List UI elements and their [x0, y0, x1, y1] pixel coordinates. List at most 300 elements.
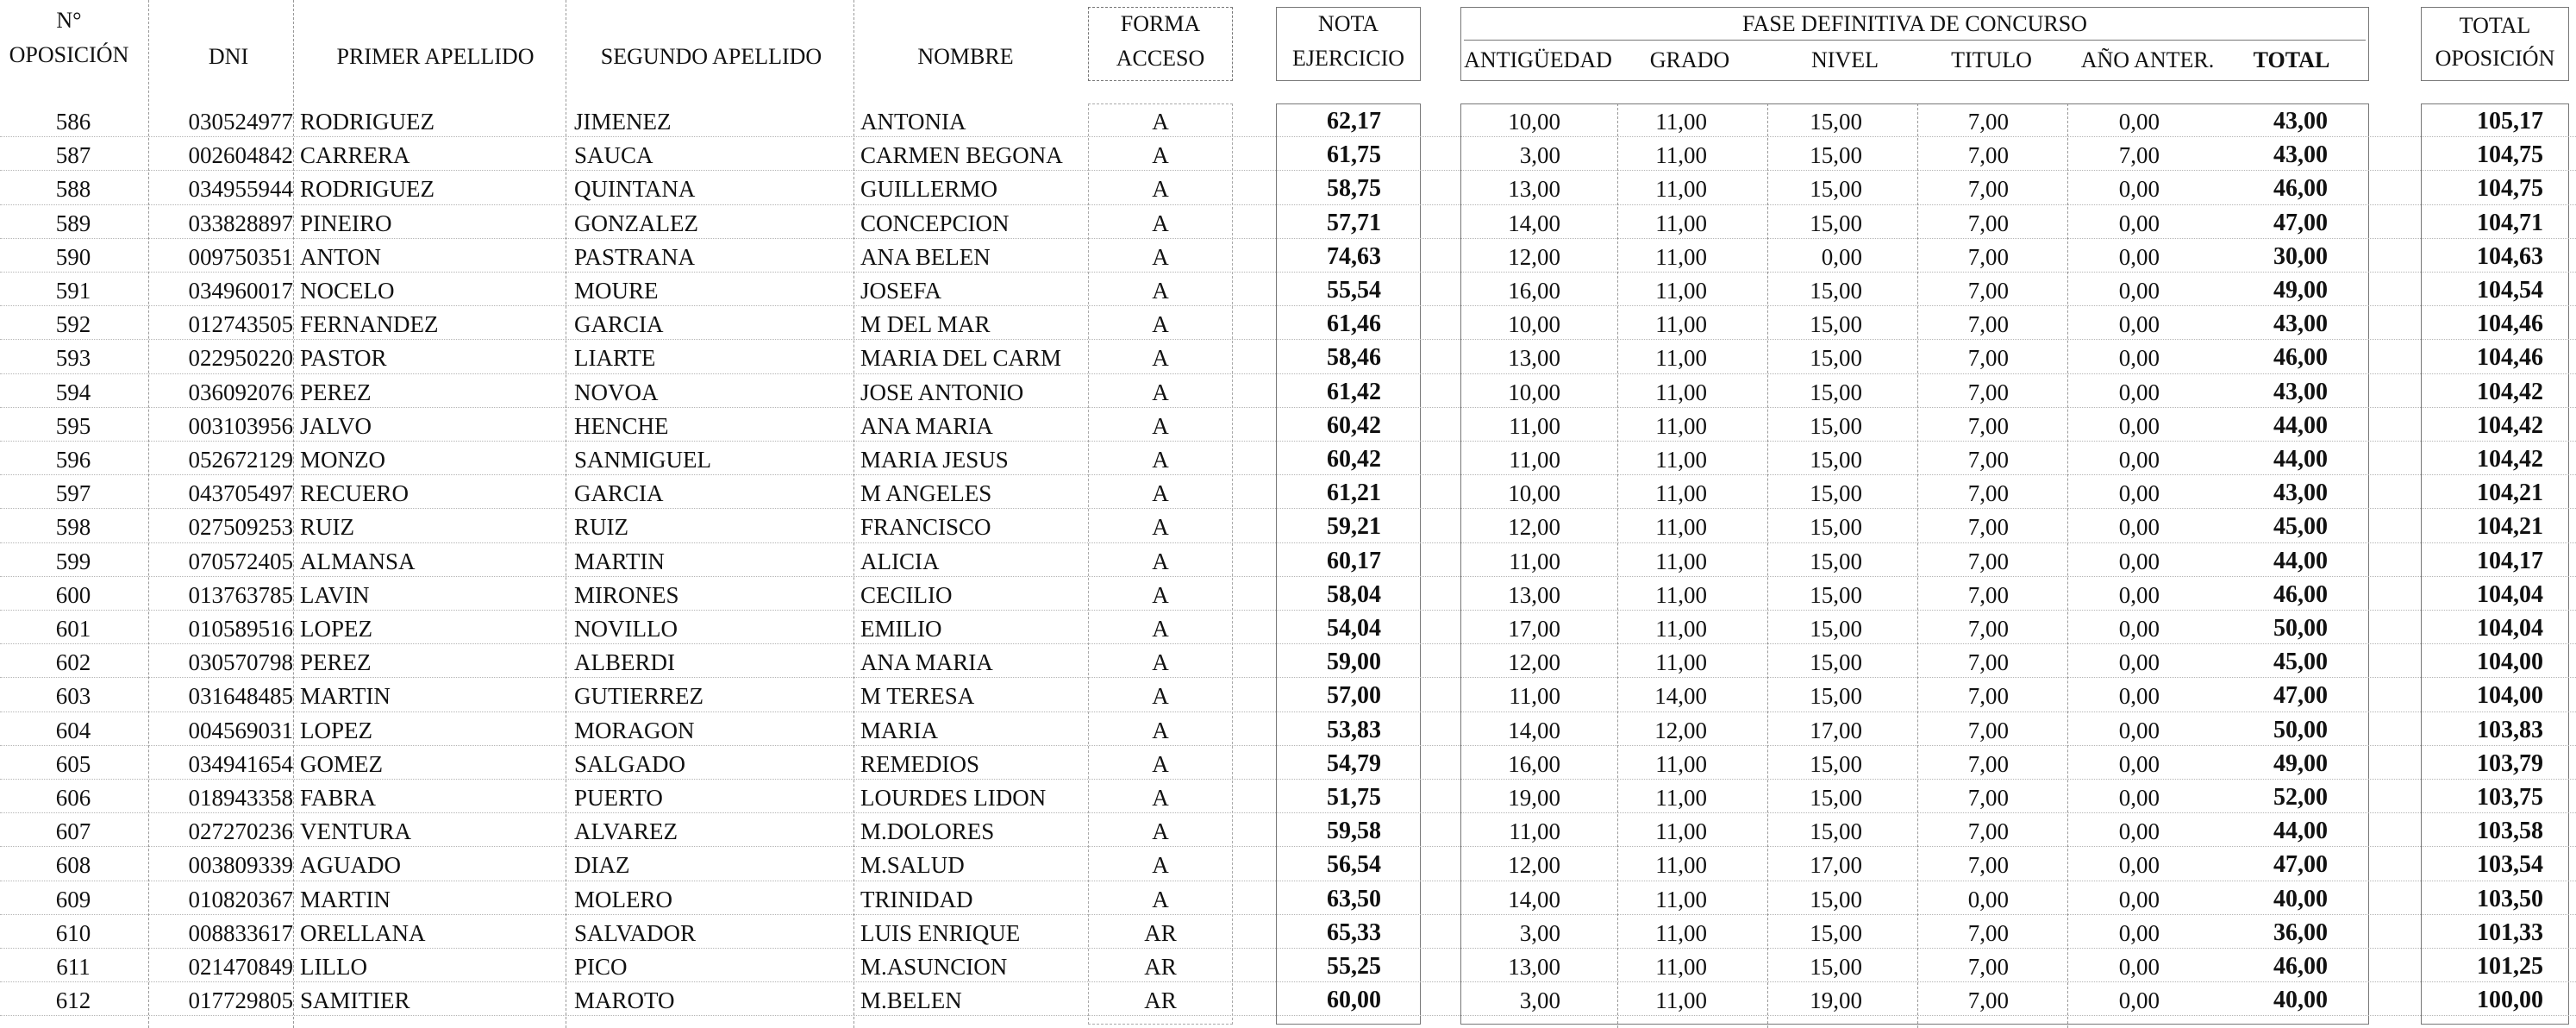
cell-antiguedad: 12,00 [1508, 649, 1560, 676]
cell-titulo: 7,00 [1967, 548, 2009, 574]
cell-dni: 021470849 [188, 954, 293, 980]
cell-total: 49,00 [2273, 277, 2328, 304]
table-row [0, 881, 2576, 915]
cell-nivel: 17,00 [1810, 717, 1862, 743]
cell-segundo-apellido: GUTIERREZ [574, 683, 703, 710]
cell-nivel: 15,00 [1810, 919, 1862, 946]
cell-antiguedad: 10,00 [1508, 311, 1560, 338]
cell-anio-anter: 0,00 [2118, 278, 2160, 304]
cell-titulo: 7,00 [1967, 142, 2009, 169]
cell-total: 49,00 [2273, 749, 2328, 777]
cell-nombre: CECILIO [860, 581, 953, 608]
cell-antiguedad: 3,00 [1519, 919, 1560, 946]
cell-anio-anter: 0,00 [2118, 852, 2160, 879]
cell-anio-anter: 0,00 [2118, 311, 2160, 338]
cell-segundo-apellido: NOVOA [574, 379, 659, 405]
cell-anio-anter: 0,00 [2118, 649, 2160, 676]
cell-primer-apellido: PASTOR [300, 345, 387, 372]
cell-antiguedad: 11,00 [1509, 818, 1560, 845]
table-row [0, 577, 2576, 611]
cell-forma-acceso: A [1152, 243, 1169, 270]
cell-titulo: 7,00 [1967, 480, 2009, 507]
cell-grado: 11,00 [1655, 987, 1707, 1014]
cell-primer-apellido: RODRIGUEZ [300, 109, 435, 135]
table-row [0, 678, 2576, 711]
table-row [0, 103, 2576, 137]
header-titulo: TITULO [1951, 47, 2032, 72]
cell-dni: 009750351 [188, 243, 293, 270]
cell-anio-anter: 0,00 [2118, 548, 2160, 574]
cell-primer-apellido: MONZO [300, 447, 385, 473]
cell-nivel: 15,00 [1810, 548, 1862, 574]
cell-primer-apellido: PEREZ [300, 379, 372, 405]
cell-nota-ejercicio: 54,04 [1327, 615, 1381, 642]
cell-dni: 036092076 [188, 379, 293, 405]
cell-primer-apellido: GOMEZ [300, 750, 383, 777]
cell-nivel: 0,00 [1821, 243, 1862, 270]
cell-total: 40,00 [2273, 885, 2328, 912]
cell-anio-anter: 0,00 [2118, 919, 2160, 946]
cell-segundo-apellido: DIAZ [574, 852, 630, 879]
header-nota-2: EJERCICIO [1292, 46, 1404, 71]
cell-dni: 022950220 [188, 345, 293, 372]
cell-antiguedad: 13,00 [1508, 954, 1560, 980]
cell-nivel: 15,00 [1810, 447, 1862, 473]
cell-segundo-apellido: LIARTE [574, 345, 656, 372]
cell-nombre: EMILIO [860, 616, 942, 642]
table-row [0, 543, 2576, 577]
cell-nombre: JOSEFA [860, 278, 942, 304]
table-row [0, 847, 2576, 881]
cell-primer-apellido: MARTIN [300, 683, 391, 710]
cell-segundo-apellido: SAUCA [574, 142, 653, 169]
cell-nivel: 15,00 [1810, 954, 1862, 980]
cell-dni: 010589516 [188, 616, 293, 642]
cell-nivel: 15,00 [1810, 210, 1862, 236]
cell-nota-ejercicio: 57,71 [1327, 209, 1381, 236]
cell-segundo-apellido: MARTIN [574, 548, 665, 574]
cell-n-oposicion: 605 [55, 750, 91, 777]
cell-dni: 052672129 [188, 447, 293, 473]
cell-titulo: 7,00 [1967, 514, 2009, 541]
cell-n-oposicion: 603 [55, 683, 91, 710]
cell-primer-apellido: PINEIRO [300, 210, 392, 236]
cell-grado: 11,00 [1655, 548, 1707, 574]
cell-nombre: M.ASUNCION [860, 954, 1008, 980]
cell-grado: 11,00 [1655, 919, 1707, 946]
cell-n-oposicion: 587 [55, 142, 91, 169]
header-total: TOTAL [2253, 47, 2330, 72]
cell-nota-ejercicio: 51,75 [1327, 784, 1381, 811]
table-row [0, 813, 2576, 847]
cell-n-oposicion: 606 [55, 785, 91, 811]
cell-total-oposicion: 104,42 [2477, 446, 2543, 473]
cell-dni: 070572405 [188, 548, 293, 574]
cell-nota-ejercicio: 59,00 [1327, 649, 1381, 676]
cell-primer-apellido: RECUERO [300, 480, 410, 507]
cell-total-oposicion: 104,17 [2477, 547, 2543, 574]
cell-antiguedad: 14,00 [1508, 886, 1560, 912]
cell-nombre: CARMEN BEGONA [860, 142, 1063, 169]
cell-nivel: 15,00 [1810, 514, 1862, 541]
cell-total: 46,00 [2273, 175, 2328, 203]
header-fase-concurso: FASE DEFINITIVA DE CONCURSO [1742, 11, 2087, 36]
table-row [0, 442, 2576, 475]
cell-segundo-apellido: ALVAREZ [574, 818, 678, 845]
cell-titulo: 7,00 [1967, 278, 2009, 304]
cell-antiguedad: 14,00 [1508, 717, 1560, 743]
cell-nota-ejercicio: 56,54 [1327, 851, 1381, 879]
cell-segundo-apellido: QUINTANA [574, 176, 696, 203]
cell-nota-ejercicio: 65,33 [1327, 918, 1381, 946]
cell-dni: 003103956 [188, 412, 293, 439]
table-row [0, 644, 2576, 678]
cell-n-oposicion: 604 [55, 717, 91, 743]
table-row [0, 712, 2576, 746]
cell-primer-apellido: FABRA [300, 785, 377, 811]
cell-primer-apellido: ALMANSA [300, 548, 416, 574]
cell-nota-ejercicio: 55,25 [1327, 953, 1381, 980]
cell-n-oposicion: 589 [55, 210, 91, 236]
cell-anio-anter: 0,00 [2118, 447, 2160, 473]
cell-nombre: M ANGELES [860, 480, 992, 507]
cell-grado: 11,00 [1655, 785, 1707, 811]
cell-primer-apellido: RODRIGUEZ [300, 176, 435, 203]
cell-nivel: 15,00 [1810, 142, 1862, 169]
cell-antiguedad: 11,00 [1509, 548, 1560, 574]
table-row [0, 949, 2576, 982]
header-n-oposicion-1: N° [56, 8, 82, 33]
cell-n-oposicion: 610 [55, 919, 91, 946]
cell-anio-anter: 0,00 [2118, 616, 2160, 642]
cell-forma-acceso: AR [1144, 919, 1177, 946]
cell-nombre: ANA MARIA [860, 412, 993, 439]
cell-total-oposicion: 104,75 [2477, 141, 2543, 169]
cell-antiguedad: 10,00 [1508, 480, 1560, 507]
cell-n-oposicion: 602 [55, 649, 91, 676]
table-row [0, 780, 2576, 813]
cell-forma-acceso: AR [1144, 987, 1177, 1014]
cell-n-oposicion: 594 [55, 379, 91, 405]
cell-nota-ejercicio: 63,50 [1327, 885, 1381, 912]
cell-segundo-apellido: NOVILLO [574, 616, 678, 642]
cell-nivel: 15,00 [1810, 412, 1862, 439]
cell-n-oposicion: 588 [55, 176, 91, 203]
cell-grado: 11,00 [1655, 514, 1707, 541]
cell-total-oposicion: 101,25 [2477, 953, 2543, 980]
header-nombre: NOMBRE [917, 44, 1014, 69]
cell-n-oposicion: 598 [55, 514, 91, 541]
table-row [0, 205, 2576, 239]
cell-primer-apellido: SAMITIER [300, 987, 410, 1014]
cell-dni: 008833617 [188, 919, 293, 946]
cell-anio-anter: 0,00 [2118, 785, 2160, 811]
cell-dni: 003809339 [188, 852, 293, 879]
cell-titulo: 7,00 [1967, 616, 2009, 642]
cell-antiguedad: 12,00 [1508, 243, 1560, 270]
cell-segundo-apellido: GARCIA [574, 311, 664, 338]
cell-grado: 11,00 [1655, 581, 1707, 608]
cell-titulo: 7,00 [1967, 210, 2009, 236]
cell-nivel: 15,00 [1810, 311, 1862, 338]
cell-anio-anter: 0,00 [2118, 210, 2160, 236]
cell-grado: 11,00 [1655, 649, 1707, 676]
cell-nombre: LOURDES LIDON [860, 785, 1047, 811]
cell-anio-anter: 0,00 [2118, 412, 2160, 439]
cell-total: 47,00 [2273, 682, 2328, 710]
cell-total-oposicion: 104,46 [2477, 344, 2543, 372]
cell-forma-acceso: A [1152, 750, 1169, 777]
cell-nota-ejercicio: 59,58 [1327, 818, 1381, 845]
cell-total: 44,00 [2273, 446, 2328, 473]
cell-anio-anter: 0,00 [2118, 514, 2160, 541]
cell-nombre: FRANCISCO [860, 514, 991, 541]
cell-dni: 031648485 [188, 683, 293, 710]
cell-titulo: 7,00 [1967, 447, 2009, 473]
cell-nivel: 15,00 [1810, 750, 1862, 777]
cell-forma-acceso: A [1152, 785, 1169, 811]
cell-total: 50,00 [2273, 716, 2328, 743]
cell-segundo-apellido: GARCIA [574, 480, 664, 507]
cell-nombre: TRINIDAD [860, 886, 973, 912]
cell-nombre: M TERESA [860, 683, 975, 710]
cell-anio-anter: 0,00 [2118, 954, 2160, 980]
cell-primer-apellido: LAVIN [300, 581, 370, 608]
header-dni: DNI [208, 44, 249, 69]
header-total-oposicion-1: TOTAL [2459, 13, 2531, 38]
cell-total: 45,00 [2273, 649, 2328, 676]
cell-primer-apellido: MARTIN [300, 886, 391, 912]
cell-nombre: ANA MARIA [860, 649, 993, 676]
cell-segundo-apellido: MOURE [574, 278, 659, 304]
cell-grado: 11,00 [1655, 109, 1707, 135]
cell-forma-acceso: A [1152, 176, 1169, 203]
cell-n-oposicion: 609 [55, 886, 91, 912]
cell-nota-ejercicio: 61,46 [1327, 310, 1381, 338]
cell-nota-ejercicio: 59,21 [1327, 513, 1381, 541]
cell-nota-ejercicio: 54,79 [1327, 749, 1381, 777]
cell-total: 45,00 [2273, 513, 2328, 541]
cell-titulo: 7,00 [1967, 919, 2009, 946]
cell-titulo: 7,00 [1967, 785, 2009, 811]
cell-n-oposicion: 600 [55, 581, 91, 608]
cell-grado: 11,00 [1655, 480, 1707, 507]
cell-n-oposicion: 601 [55, 616, 91, 642]
cell-total-oposicion: 104,04 [2477, 615, 2543, 642]
cell-nombre: LUIS ENRIQUE [860, 919, 1021, 946]
header-total-oposicion-2: OPOSICIÓN [2435, 46, 2555, 71]
cell-grado: 11,00 [1655, 379, 1707, 405]
cell-forma-acceso: AR [1144, 954, 1177, 980]
table-row [0, 374, 2576, 408]
cell-grado: 11,00 [1655, 750, 1707, 777]
cell-nota-ejercicio: 61,75 [1327, 141, 1381, 169]
cell-forma-acceso: A [1152, 311, 1169, 338]
cell-primer-apellido: RUIZ [300, 514, 354, 541]
table-row [0, 137, 2576, 171]
cell-forma-acceso: A [1152, 514, 1169, 541]
cell-n-oposicion: 607 [55, 818, 91, 845]
cell-primer-apellido: LILLO [300, 954, 367, 980]
cell-primer-apellido: FERNANDEZ [300, 311, 439, 338]
cell-nivel: 15,00 [1810, 649, 1862, 676]
cell-nivel: 15,00 [1810, 818, 1862, 845]
cell-titulo: 7,00 [1967, 176, 2009, 203]
cell-total-oposicion: 103,54 [2477, 851, 2543, 879]
cell-nivel: 15,00 [1810, 480, 1862, 507]
cell-antiguedad: 11,00 [1509, 683, 1560, 710]
cell-n-oposicion: 596 [55, 447, 91, 473]
cell-total-oposicion: 104,42 [2477, 411, 2543, 439]
table-row [0, 239, 2576, 273]
cell-total: 47,00 [2273, 851, 2328, 879]
cell-total: 46,00 [2273, 953, 2328, 980]
cell-grado: 14,00 [1654, 683, 1707, 710]
cell-nota-ejercicio: 58,75 [1327, 175, 1381, 203]
cell-antiguedad: 19,00 [1508, 785, 1560, 811]
cell-titulo: 7,00 [1967, 717, 2009, 743]
cell-n-oposicion: 590 [55, 243, 91, 270]
cell-total: 52,00 [2273, 784, 2328, 811]
cell-antiguedad: 13,00 [1508, 176, 1560, 203]
cell-dni: 030524977 [188, 109, 293, 135]
cell-nota-ejercicio: 60,42 [1327, 411, 1381, 439]
cell-forma-acceso: A [1152, 581, 1169, 608]
cell-antiguedad: 14,00 [1508, 210, 1560, 236]
table-row [0, 982, 2576, 1016]
cell-segundo-apellido: PICO [574, 954, 628, 980]
cell-dni: 030570798 [188, 649, 293, 676]
cell-titulo: 0,00 [1967, 886, 2009, 912]
cell-nombre: ANA BELEN [860, 243, 991, 270]
cell-forma-acceso: A [1152, 142, 1169, 169]
cell-nombre: MARIA [860, 717, 939, 743]
cell-grado: 11,00 [1655, 616, 1707, 642]
cell-total: 44,00 [2273, 547, 2328, 574]
cell-titulo: 7,00 [1967, 987, 2009, 1014]
cell-antiguedad: 10,00 [1508, 379, 1560, 405]
cell-nivel: 15,00 [1810, 278, 1862, 304]
cell-nivel: 15,00 [1810, 616, 1862, 642]
cell-total-oposicion: 104,21 [2477, 480, 2543, 507]
cell-forma-acceso: A [1152, 447, 1169, 473]
cell-grado: 11,00 [1655, 818, 1707, 845]
header-primer-apellido: PRIMER APELLIDO [336, 44, 535, 69]
cell-anio-anter: 0,00 [2118, 717, 2160, 743]
cell-titulo: 7,00 [1967, 683, 2009, 710]
cell-anio-anter: 0,00 [2118, 886, 2160, 912]
cell-segundo-apellido: SALGADO [574, 750, 686, 777]
cell-nota-ejercicio: 57,00 [1327, 682, 1381, 710]
cell-grado: 11,00 [1655, 142, 1707, 169]
cell-forma-acceso: A [1152, 818, 1169, 845]
cell-anio-anter: 0,00 [2118, 243, 2160, 270]
cell-n-oposicion: 608 [55, 852, 91, 879]
cell-antiguedad: 11,00 [1509, 447, 1560, 473]
cell-nota-ejercicio: 60,17 [1327, 547, 1381, 574]
table-row [0, 509, 2576, 542]
table-row [0, 273, 2576, 306]
cell-nivel: 15,00 [1810, 683, 1862, 710]
cell-n-oposicion: 597 [55, 480, 91, 507]
cell-total-oposicion: 104,75 [2477, 175, 2543, 203]
cell-antiguedad: 16,00 [1508, 278, 1560, 304]
cell-nombre: MARIA JESUS [860, 447, 1009, 473]
cell-forma-acceso: A [1152, 379, 1169, 405]
cell-antiguedad: 3,00 [1519, 987, 1560, 1014]
cell-dni: 034941654 [188, 750, 293, 777]
cell-antiguedad: 12,00 [1508, 514, 1560, 541]
cell-titulo: 7,00 [1967, 345, 2009, 372]
cell-primer-apellido: LOPEZ [300, 616, 372, 642]
cell-dni: 018943358 [188, 785, 293, 811]
cell-dni: 012743505 [188, 311, 293, 338]
cell-nota-ejercicio: 62,17 [1327, 108, 1381, 135]
cell-nombre: GUILLERMO [860, 176, 997, 203]
cell-titulo: 7,00 [1967, 954, 2009, 980]
header-segundo-apellido: SEGUNDO APELLIDO [600, 44, 822, 69]
cell-total-oposicion: 104,00 [2477, 682, 2543, 710]
header-forma-2: ACCESO [1116, 46, 1205, 71]
cell-segundo-apellido: SANMIGUEL [574, 447, 711, 473]
cell-nombre: CONCEPCION [860, 210, 1010, 236]
cell-n-oposicion: 591 [55, 278, 91, 304]
cell-segundo-apellido: SALVADOR [574, 919, 697, 946]
cell-anio-anter: 0,00 [2118, 987, 2160, 1014]
cell-nombre: REMEDIOS [860, 750, 980, 777]
cell-titulo: 7,00 [1967, 109, 2009, 135]
cell-total-oposicion: 104,63 [2477, 242, 2543, 270]
cell-total: 44,00 [2273, 818, 2328, 845]
cell-total: 43,00 [2273, 480, 2328, 507]
cell-total: 43,00 [2273, 378, 2328, 405]
cell-anio-anter: 0,00 [2118, 818, 2160, 845]
cell-forma-acceso: A [1152, 717, 1169, 743]
cell-total-oposicion: 103,79 [2477, 749, 2543, 777]
cell-nivel: 15,00 [1810, 886, 1862, 912]
cell-dni: 033828897 [188, 210, 293, 236]
cell-nota-ejercicio: 53,83 [1327, 716, 1381, 743]
cell-n-oposicion: 593 [55, 345, 91, 372]
cell-nombre: M DEL MAR [860, 311, 991, 338]
cell-nivel: 15,00 [1810, 109, 1862, 135]
cell-total-oposicion: 103,83 [2477, 716, 2543, 743]
cell-grado: 11,00 [1655, 210, 1707, 236]
cell-titulo: 7,00 [1967, 649, 2009, 676]
cell-total-oposicion: 104,54 [2477, 277, 2543, 304]
cell-grado: 11,00 [1655, 345, 1707, 372]
cell-anio-anter: 7,00 [2118, 142, 2160, 169]
cell-anio-anter: 0,00 [2118, 581, 2160, 608]
cell-grado: 11,00 [1655, 852, 1707, 879]
cell-nivel: 15,00 [1810, 176, 1862, 203]
cell-nivel: 15,00 [1810, 581, 1862, 608]
cell-forma-acceso: A [1152, 616, 1169, 642]
cell-antiguedad: 3,00 [1519, 142, 1560, 169]
cell-total-oposicion: 103,58 [2477, 818, 2543, 845]
cell-anio-anter: 0,00 [2118, 379, 2160, 405]
table-row [0, 171, 2576, 204]
cell-nombre: M.SALUD [860, 852, 965, 879]
cell-n-oposicion: 592 [55, 311, 91, 338]
cell-nombre: M.BELEN [860, 987, 962, 1014]
header-antiguedad: ANTIGÜEDAD [1464, 47, 1612, 72]
header-grado: GRADO [1649, 47, 1730, 72]
cell-titulo: 7,00 [1967, 379, 2009, 405]
cell-nivel: 17,00 [1810, 852, 1862, 879]
table-row [0, 611, 2576, 644]
cell-total-oposicion: 104,00 [2477, 649, 2543, 676]
